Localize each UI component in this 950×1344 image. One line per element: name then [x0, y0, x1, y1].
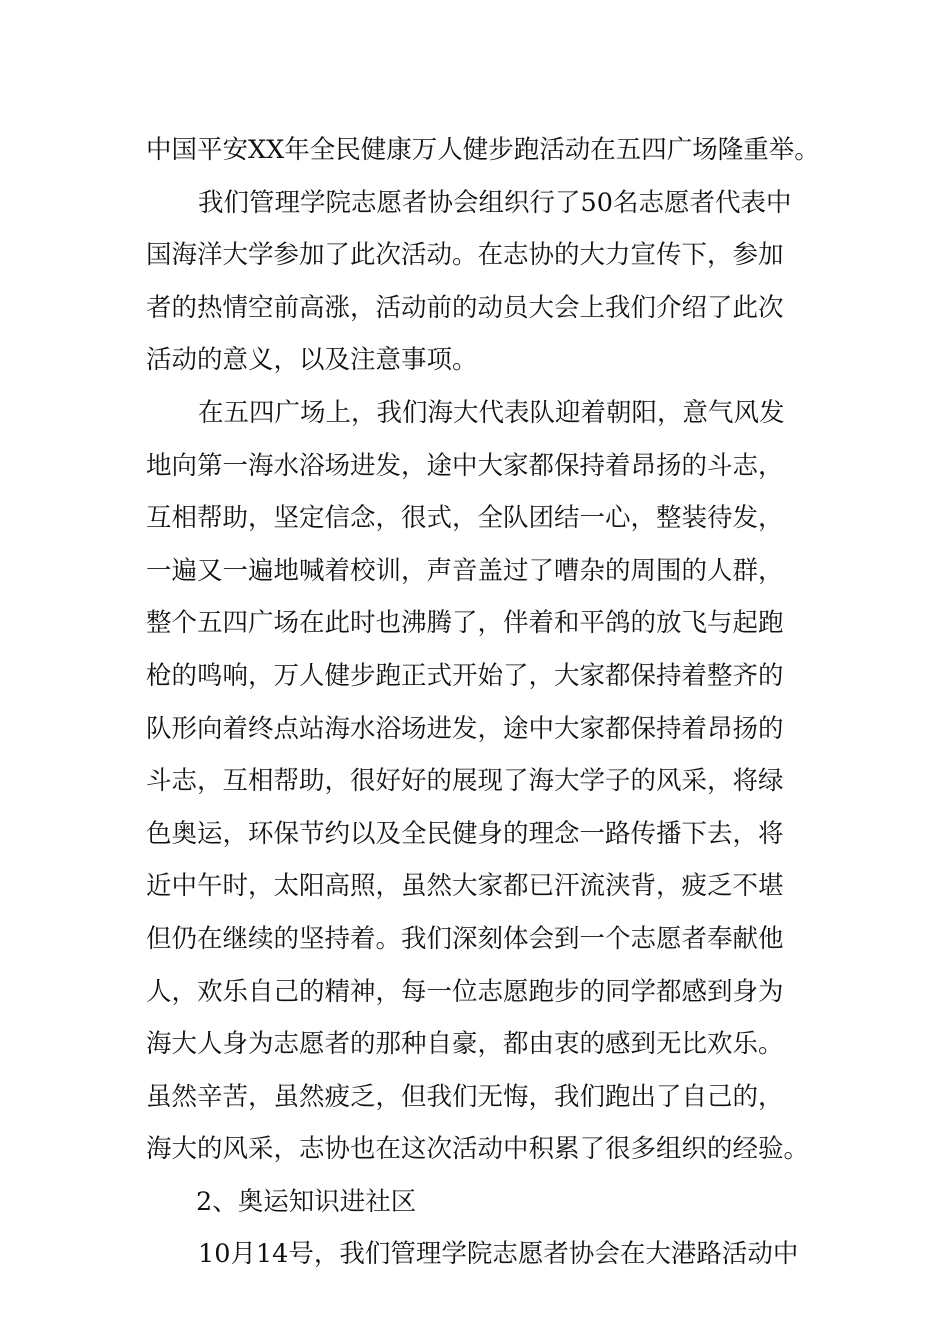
text-line: 海大的风采，志协也在这次活动中积累了很多组织的经验。: [146, 1134, 810, 1165]
text-line: 枪的鸣响，万人健步跑正式开始了，大家都保持着整齐的: [146, 660, 784, 691]
text-line: 国海洋大学参加了此次活动。在志协的大力宣传下，参加: [146, 240, 784, 271]
text-line: 一遍又一遍地喊着校训，声音盖过了嘈杂的周围的人群，: [146, 555, 784, 586]
text-line: 虽然辛苦，虽然疲乏，但我们无悔，我们跑出了自己的，: [146, 1081, 784, 1112]
text-line: 人，欢乐自己的精神，每一位志愿跑步的同学都感到身为: [146, 976, 784, 1007]
text-line: 斗志，互相帮助，很好好的展现了海大学子的风采，将绿: [146, 766, 784, 797]
text-line: 中国平安XX年全民健康万人健步跑活动在五四广场隆重举。: [146, 135, 820, 165]
text-line: 整个五四广场在此时也沸腾了，伴着和平鸽的放飞与起跑: [146, 608, 784, 639]
paragraph-start-line: 在五四广场上，我们海大代表队迎着朝阳，意气风发: [198, 397, 785, 428]
section-heading: 2、奥运知识进社区: [196, 1186, 417, 1217]
text-line: 队形向着终点站海水浴场进发，途中大家都保持着昂扬的: [146, 713, 784, 744]
text-line: 活动的意义，以及注意事项。: [146, 345, 478, 376]
text-line: 者的热情空前高涨，活动前的动员大会上我们介绍了此次: [146, 292, 784, 323]
text-line: 海大人身为志愿者的那种自豪，都由衷的感到无比欢乐。: [146, 1029, 784, 1060]
text-line: 但仍在继续的坚持着。我们深刻体会到一个志愿者奉献他: [146, 923, 784, 954]
paragraph-start-line: 10月14号，我们管理学院志愿者协会在大港路活动中: [198, 1239, 799, 1270]
text-line: 互相帮助，坚定信念，很式，全队团结一心，整装待发，: [146, 503, 784, 534]
text-line: 近中午时，太阳高照，虽然大家都已汗流浃背，疲乏不堪: [146, 871, 784, 902]
text-line: 地向第一海水浴场进发，途中大家都保持着昂扬的斗志，: [146, 450, 784, 481]
document-body: [146, 124, 820, 1281]
text-line: 色奥运，环保节约以及全民健身的理念一路传播下去，将: [146, 818, 784, 849]
paragraph-start-line: 我们管理学院志愿者协会组织行了50名志愿者代表中: [198, 187, 792, 218]
